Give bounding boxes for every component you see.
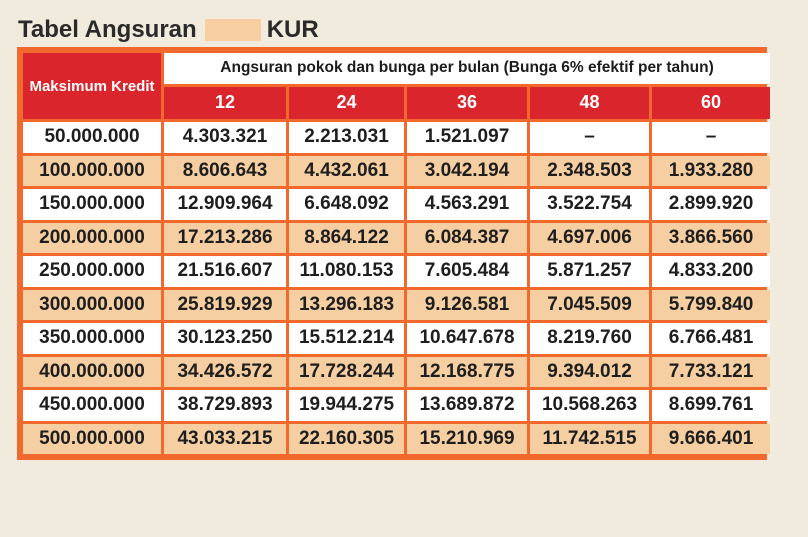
installment-cell-12: 38.729.893 (164, 390, 286, 421)
installment-cell-48: 11.742.515 (530, 424, 649, 455)
installment-cell-48: – (530, 122, 649, 153)
installment-cell-24: 11.080.153 (289, 256, 404, 287)
installment-cell-60: 8.699.761 (652, 390, 770, 421)
table-row (23, 189, 770, 220)
installment-cell-24: 22.160.305 (289, 424, 404, 455)
installment-cell-60: 5.799.840 (652, 290, 770, 321)
credit-amount-cell: 450.000.000 (23, 390, 161, 421)
table-row (23, 357, 770, 388)
credit-amount-cell: 400.000.000 (23, 357, 161, 388)
installment-cell-24: 19.944.275 (289, 390, 404, 421)
installment-cell-36: 15.210.969 (407, 424, 527, 455)
table-row (23, 256, 770, 287)
page-title (18, 16, 319, 44)
table-row (23, 390, 770, 421)
installment-cell-60: 7.733.121 (652, 357, 770, 388)
credit-amount-cell: 100.000.000 (23, 156, 161, 187)
credit-amount-cell: 50.000.000 (23, 122, 161, 153)
table-row (23, 122, 770, 153)
table-row (23, 323, 770, 354)
installment-cell-36: 1.521.097 (407, 122, 527, 153)
installment-cell-60: – (652, 122, 770, 153)
installment-cell-24: 6.648.092 (289, 189, 404, 220)
installment-cell-12: 4.303.321 (164, 122, 286, 153)
installment-cell-48: 3.522.754 (530, 189, 649, 220)
table-row (23, 290, 770, 321)
header-term-60: 60 (652, 87, 770, 119)
installment-table-frame (17, 47, 767, 460)
installment-cell-48: 7.045.509 (530, 290, 649, 321)
installment-cell-12: 30.123.250 (164, 323, 286, 354)
installment-cell-24: 2.213.031 (289, 122, 404, 153)
installment-cell-60: 9.666.401 (652, 424, 770, 455)
table-row (23, 424, 770, 455)
installment-cell-36: 4.563.291 (407, 189, 527, 220)
installment-cell-12: 34.426.572 (164, 357, 286, 388)
credit-amount-cell: 300.000.000 (23, 290, 161, 321)
credit-amount-cell: 500.000.000 (23, 424, 161, 455)
installment-cell-24: 4.432.061 (289, 156, 404, 187)
installment-cell-12: 21.516.607 (164, 256, 286, 287)
installment-cell-48: 10.568.263 (530, 390, 649, 421)
installment-cell-36: 12.168.775 (407, 357, 527, 388)
installment-cell-48: 9.394.012 (530, 357, 649, 388)
header-max-credit: Maksimum Kredit (23, 53, 161, 119)
credit-amount-cell: 250.000.000 (23, 256, 161, 287)
installment-cell-48: 4.697.006 (530, 223, 649, 254)
installment-cell-12: 43.033.215 (164, 424, 286, 455)
installment-cell-36: 7.605.484 (407, 256, 527, 287)
credit-amount-cell: 200.000.000 (23, 223, 161, 254)
installment-cell-36: 3.042.194 (407, 156, 527, 187)
header-term-48: 48 (530, 87, 649, 119)
installment-cell-24: 15.512.214 (289, 323, 404, 354)
installment-cell-60: 3.866.560 (652, 223, 770, 254)
installment-cell-24: 8.864.122 (289, 223, 404, 254)
header-term-12: 12 (164, 87, 286, 119)
installment-cell-60: 6.766.481 (652, 323, 770, 354)
installment-cell-12: 17.213.286 (164, 223, 286, 254)
table-row (23, 223, 770, 254)
header-term-24: 24 (289, 87, 404, 119)
installment-cell-24: 13.296.183 (289, 290, 404, 321)
installment-cell-60: 4.833.200 (652, 256, 770, 287)
redacted-block (205, 19, 261, 41)
header-term-36: 36 (407, 87, 527, 119)
installment-table (20, 50, 773, 457)
credit-amount-cell: 150.000.000 (23, 189, 161, 220)
table-row (23, 156, 770, 187)
installment-cell-48: 8.219.760 (530, 323, 649, 354)
title-suffix: KUR (266, 16, 319, 43)
credit-amount-cell: 350.000.000 (23, 323, 161, 354)
installment-cell-24: 17.728.244 (289, 357, 404, 388)
installment-cell-12: 25.819.929 (164, 290, 286, 321)
installment-cell-60: 1.933.280 (652, 156, 770, 187)
installment-cell-48: 2.348.503 (530, 156, 649, 187)
installment-cell-60: 2.899.920 (652, 189, 770, 220)
installment-cell-12: 8.606.643 (164, 156, 286, 187)
installment-cell-36: 13.689.872 (407, 390, 527, 421)
installment-cell-36: 10.647.678 (407, 323, 527, 354)
installment-cell-12: 12.909.964 (164, 189, 286, 220)
title-prefix: Tabel Angsuran (18, 16, 197, 43)
installment-cell-36: 9.126.581 (407, 290, 527, 321)
installment-cell-36: 6.084.387 (407, 223, 527, 254)
header-description: Angsuran pokok dan bunga per bulan (Bunga 6% efektif per tahun) (164, 53, 770, 84)
installment-cell-48: 5.871.257 (530, 256, 649, 287)
